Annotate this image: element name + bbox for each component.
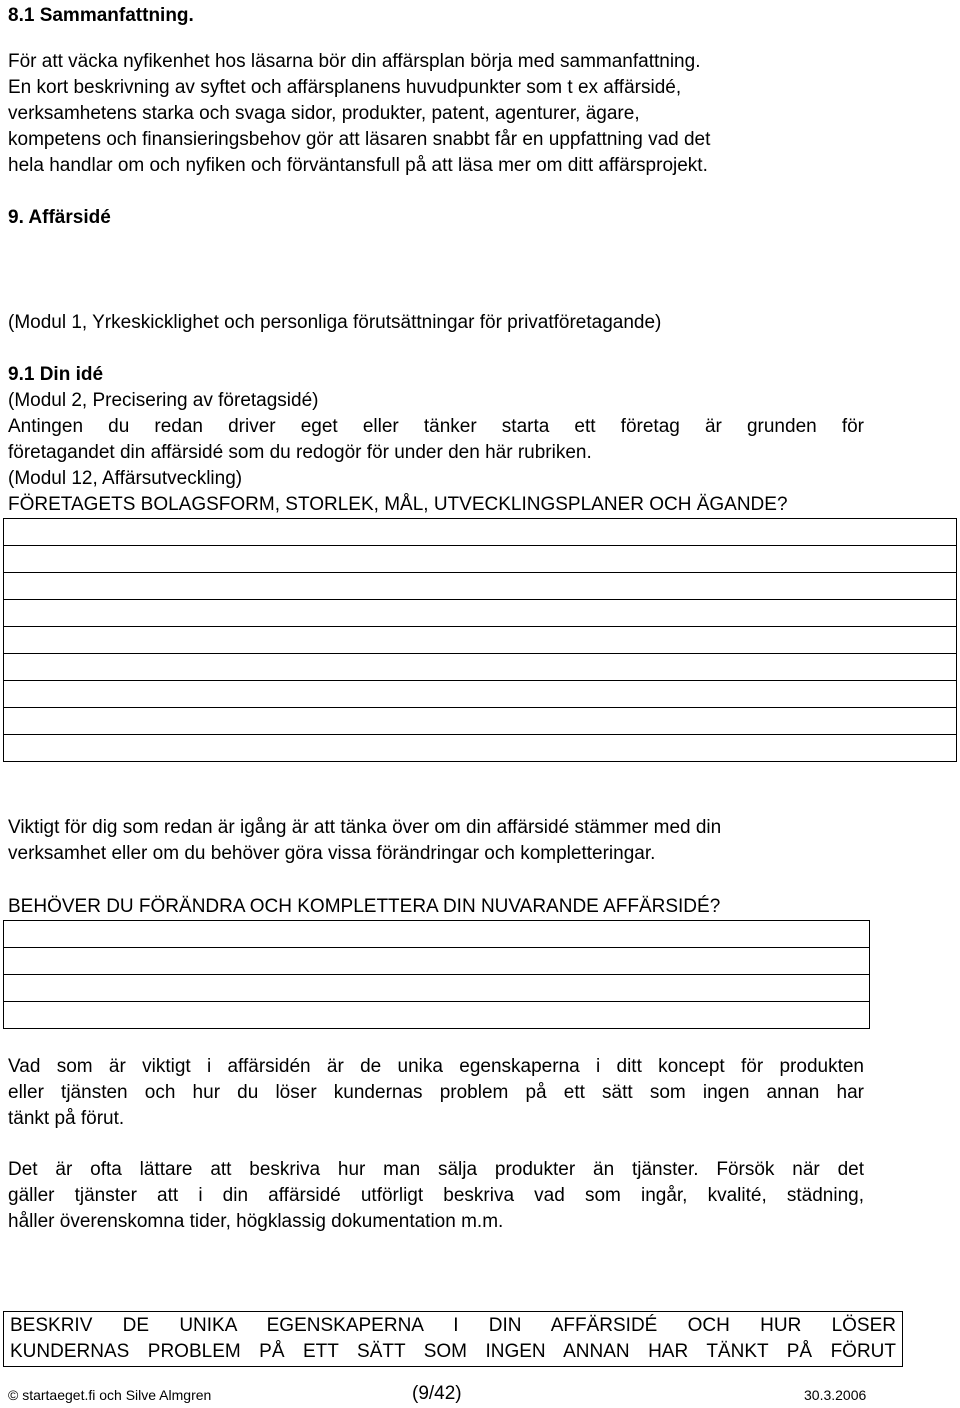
answer-row[interactable] [4, 708, 957, 735]
answer-grid-1 [3, 518, 957, 762]
body-line: Det är ofta lättare att beskriva hur man sälja produkter än tjänster. Försök när det [8, 1159, 864, 1180]
body-line: Vad som är viktigt i affärsidén är de unika egenskaperna i ditt koncept för produkten [8, 1056, 864, 1077]
module-line: (Modul 1, Yrkeskicklighet och personliga förutsättningar för privatföretagande) [8, 312, 662, 333]
question-3-line: BESKRIV DE UNIKA EGENSKAPERNA I DIN AFFÄRSIDÉ OCH HUR LÖSER [10, 1315, 896, 1336]
module-line: (Modul 12, Affärsutveckling) [8, 468, 243, 489]
body-line: tänkt på förut. [8, 1108, 125, 1129]
section-heading-9: 9. Affärsidé [8, 207, 111, 228]
body-line: eller tjänsten och hur du löser kundernas problem på ett sätt som ingen annan har [8, 1082, 864, 1103]
body-line: företagandet din affärsidé som du redogör för under den här rubriken. [8, 442, 592, 463]
footer-page-number: (9/42) [412, 1383, 462, 1404]
module-list [8, 258, 661, 518]
body-line: verksamhet eller om du behöver göra vissa förändringar och kompletteringar. [8, 843, 656, 864]
footer-copyright: © startaeget.fi och Silve Almgren [8, 1387, 212, 1403]
answer-row[interactable] [4, 975, 870, 1002]
answer-row[interactable] [4, 654, 957, 681]
body-line: kompetens och finansieringsbehov gör att läsaren snabbt får en uppfattning vad det [8, 129, 711, 150]
section-9-1-para-3 [8, 1054, 864, 1132]
page-footer [8, 1383, 888, 1405]
answer-row[interactable] [4, 519, 957, 546]
section-8-1-intro: För att väcka nyfikenhet hos läsarna bör din affärsplan börja med sammanfattning. [8, 51, 701, 72]
footer-date: 30.3.2006 [804, 1387, 867, 1403]
section-9-1-body [8, 414, 864, 466]
question-2-label: BEHÖVER DU FÖRÄNDRA OCH KOMPLETTERA DIN NUVARANDE AFFÄRSIDÉ? [8, 896, 721, 917]
answer-row[interactable] [4, 546, 957, 573]
question-3-box[interactable] [3, 1311, 903, 1367]
section-heading-8-1: 8.1 Sammanfattning. [8, 5, 194, 26]
answer-grid-2 [3, 920, 870, 1029]
section-9-1-para-4 [8, 1157, 864, 1235]
answer-row[interactable] [4, 600, 957, 627]
body-line: En kort beskrivning av syftet och affärsplanens huvudpunkter som t ex affärsidé, [8, 77, 682, 98]
answer-row[interactable] [4, 921, 870, 948]
section-8-1-body [8, 75, 864, 179]
body-line: Antingen du redan driver eget eller tänker starta ett företag är grunden för [8, 416, 864, 437]
module-line: (Modul 2, Precisering av företagsidé) [8, 390, 319, 411]
body-line: gäller tjänster att i din affärsidé utförligt beskriva vad som ingår, kvalité, städning, [8, 1185, 864, 1206]
answer-row[interactable] [4, 573, 957, 600]
section-9-1-para-2 [8, 815, 721, 867]
answer-row[interactable] [4, 948, 870, 975]
section-heading-9-1: 9.1 Din idé [8, 364, 104, 385]
answer-row[interactable] [4, 627, 957, 654]
answer-row[interactable] [4, 681, 957, 708]
body-line: verksamhetens starka och svaga sidor, produkter, patent, agenturer, ägare, [8, 103, 640, 124]
body-line: hela handlar om och nyfiken och förväntansfull på att läsa mer om ditt affärsprojekt. [8, 155, 708, 176]
body-line: Viktigt för dig som redan är igång är att tänka över om din affärsidé stämmer med din [8, 817, 722, 838]
question-1-label: FÖRETAGETS BOLAGSFORM, STORLEK, MÅL, UTVECKLINGSPLANER OCH ÄGANDE? [8, 494, 788, 515]
answer-row[interactable] [4, 1002, 870, 1029]
question-3-line: KUNDERNAS PROBLEM PÅ ETT SÄTT SOM INGEN ANNAN HAR TÄNKT PÅ FÖRUT [10, 1341, 896, 1362]
body-line: håller överenskomna tider, högklassig dokumentation m.m. [8, 1211, 504, 1232]
answer-row[interactable] [4, 735, 957, 762]
